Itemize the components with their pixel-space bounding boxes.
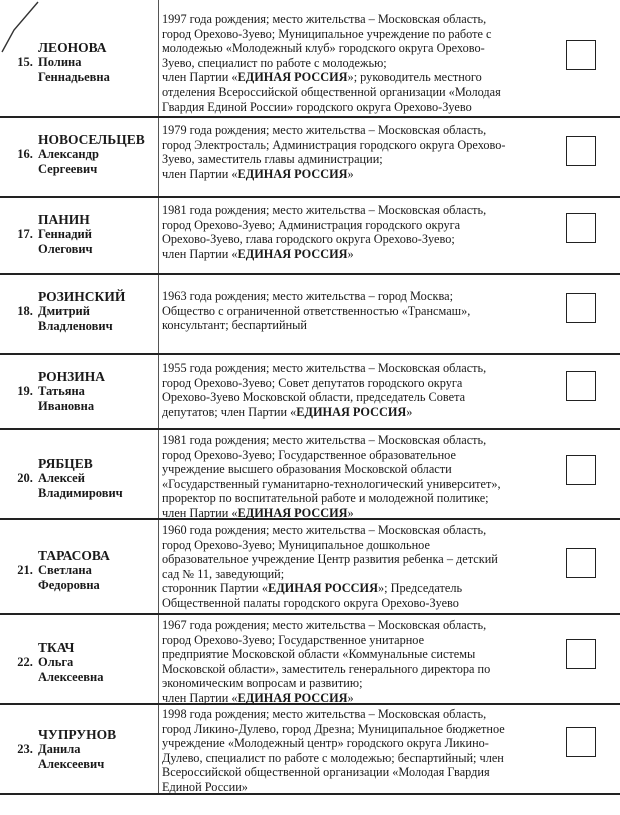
- candidate-first-name: Александр: [38, 147, 99, 161]
- candidate-patronymic: Алексеевна: [38, 670, 104, 684]
- candidate-name: [38, 289, 156, 334]
- column-divider: [158, 0, 159, 116]
- description-line: 1981 года рождения; место жительства – Московская область,: [162, 203, 487, 217]
- vote-checkbox[interactable]: [566, 293, 596, 323]
- candidate-number: 20.: [17, 471, 33, 485]
- candidate-patronymic: Олегович: [38, 242, 93, 256]
- description-line: город Орехово-Зуево; Совет депутатов городского округа: [162, 375, 463, 390]
- candidate-row: [0, 615, 620, 705]
- candidate-patronymic: Владленович: [38, 319, 113, 333]
- description-line: член Партии «ЕДИНАЯ РОССИЯ»: [162, 690, 354, 705]
- column-divider: [158, 275, 159, 353]
- candidate-patronymic: Ивановна: [38, 399, 95, 413]
- candidate-description: [162, 618, 540, 706]
- description-line: город Электросталь; Администрация городского округа Орехово-: [162, 137, 506, 152]
- candidate-row: [0, 118, 620, 198]
- candidate-patronymic: Федоровна: [38, 578, 100, 592]
- column-divider: [158, 705, 159, 793]
- candidate-description: [162, 707, 540, 795]
- description-line: Дулево, специалист по работе с молодежью; беспартийный; член: [162, 750, 504, 765]
- candidate-surname: ПАНИН: [38, 212, 90, 227]
- candidate-description: [162, 361, 540, 419]
- column-divider: [158, 355, 159, 428]
- candidate-first-name: Данила: [38, 742, 81, 756]
- candidate-description: [162, 289, 540, 333]
- description-line: сад № 11, заведующий;: [162, 566, 285, 581]
- candidate-row: [0, 430, 620, 520]
- candidate-row: [0, 198, 620, 275]
- candidate-first-name: Алексей: [38, 471, 85, 485]
- candidate-name: [38, 727, 156, 772]
- description-line: член Партии «ЕДИНАЯ РОССИЯ»: [162, 505, 354, 520]
- description-line: предприятие Московской области «Коммунальные системы: [162, 647, 476, 662]
- candidate-row: [0, 275, 620, 355]
- description-line: 1979 года рождения; место жительства – Московская область,: [162, 123, 487, 137]
- description-line: город Орехово-Зуево; Муниципальное дошкольное: [162, 537, 430, 552]
- candidate-description: [162, 203, 540, 261]
- candidate-surname: ТАРАСОВА: [38, 548, 110, 563]
- candidate-description: [162, 523, 540, 611]
- description-line: Московской области», заместитель генерального директора по: [162, 661, 491, 676]
- candidate-surname: РОНЗИНА: [38, 369, 106, 384]
- candidate-number: 18.: [17, 304, 33, 318]
- description-line: 1960 года рождения; место жительства – Московская область,: [162, 523, 487, 537]
- candidate-name: [38, 212, 156, 257]
- description-line: Гвардия Единой России» городского округа Орехово-Зуево: [162, 99, 472, 114]
- description-line: город Ликино-Дулево, город Дрезна; Муниципальное бюджетное: [162, 721, 505, 736]
- candidate-description: [162, 123, 540, 181]
- column-divider: [158, 118, 159, 196]
- description-line: город Орехово-Зуево; Муниципальное учреждение по работе с: [162, 26, 492, 41]
- candidate-name: [38, 456, 156, 501]
- description-line: учреждение высшего образования Московской области: [162, 462, 452, 477]
- description-line: «Государственный гуманитарно-технологический университет»,: [162, 476, 501, 491]
- description-line: 1967 года рождения; место жительства – Московская область,: [162, 618, 487, 632]
- description-line: депутатов; член Партии «ЕДИНАЯ РОССИЯ»: [162, 404, 413, 419]
- description-line: 1981 года рождения; место жительства – Московская область,: [162, 433, 487, 447]
- column-divider: [158, 198, 159, 273]
- description-line: 1955 года рождения; место жительства – Московская область,: [162, 361, 487, 375]
- candidate-number: 17.: [17, 227, 33, 241]
- candidate-first-name: Светлана: [38, 563, 92, 577]
- candidate-name: [38, 640, 156, 685]
- description-line: город Орехово-Зуево; Государственное образовательное: [162, 447, 456, 462]
- candidate-number: 23.: [17, 742, 33, 756]
- candidate-patronymic: Геннадьевна: [38, 70, 110, 84]
- candidate-row: [0, 355, 620, 430]
- description-line: Общество с ограниченной ответственностью «Трансмаш»,: [162, 303, 471, 318]
- column-divider: [158, 430, 159, 518]
- candidate-first-name: Геннадий: [38, 227, 92, 241]
- candidate-name: [38, 40, 156, 85]
- vote-checkbox[interactable]: [566, 136, 596, 166]
- description-line: Орехово-Зуево Московской области, председатель Совета: [162, 390, 466, 405]
- vote-checkbox[interactable]: [566, 727, 596, 757]
- candidate-name: [38, 132, 156, 177]
- column-divider: [158, 615, 159, 703]
- description-line: 1997 года рождения; место жительства – Московская область,: [162, 12, 487, 26]
- description-line: Орехово-Зуево, глава городского округа Орехово-Зуево;: [162, 232, 455, 247]
- description-line: отделения Всероссийской общественной организации «Молодая: [162, 84, 501, 99]
- candidate-patronymic: Сергеевич: [38, 162, 98, 176]
- candidate-name: [38, 369, 156, 414]
- description-line: сторонник Партии «ЕДИНАЯ РОССИЯ»; Председатель: [162, 581, 463, 596]
- candidate-row: [0, 520, 620, 615]
- candidate-description: [162, 433, 540, 521]
- description-line: город Орехово-Зуево; Государственное унитарное: [162, 632, 425, 647]
- candidate-number: 16.: [17, 147, 33, 161]
- description-line: Общественной палаты городского округа Орехово-Зуево: [162, 595, 459, 610]
- description-line: 1963 года рождения; место жительства – город Москва;: [162, 289, 454, 303]
- candidate-surname: ТКАЧ: [38, 640, 75, 655]
- description-line: консультант; беспартийный: [162, 318, 307, 333]
- description-line: учреждение «Молодежный центр» городского округа Ликино-: [162, 736, 489, 751]
- candidate-first-name: Полина: [38, 55, 82, 69]
- candidate-number: 15.: [17, 55, 33, 69]
- description-line: член Партии «ЕДИНАЯ РОССИЯ»: [162, 166, 354, 181]
- vote-checkbox[interactable]: [566, 371, 596, 401]
- candidate-first-name: Татьяна: [38, 384, 85, 398]
- description-line: Зуево, специалист по работе с молодежью;: [162, 55, 387, 70]
- description-line: член Партии «ЕДИНАЯ РОССИЯ»; руководитель местного: [162, 70, 482, 85]
- candidate-surname: ЧУПРУНОВ: [38, 727, 117, 742]
- description-line: экономическим вопросам и развитию;: [162, 676, 363, 691]
- vote-checkbox[interactable]: [566, 40, 596, 70]
- description-line: Единой России»: [162, 779, 248, 794]
- candidate-row: [0, 0, 620, 118]
- candidate-name: [38, 548, 156, 593]
- description-line: член Партии «ЕДИНАЯ РОССИЯ»: [162, 246, 354, 261]
- candidate-first-name: Дмитрий: [38, 304, 90, 318]
- candidate-patronymic: Владимирович: [38, 486, 123, 500]
- description-line: город Орехово-Зуево; Администрация городского округа: [162, 217, 461, 232]
- description-line: молодежью «Молодежный клуб» городского округа Орехово-: [162, 41, 485, 56]
- description-line: 1998 года рождения; место жительства – Московская область,: [162, 707, 487, 721]
- candidate-number: 21.: [17, 563, 33, 577]
- candidate-row: [0, 705, 620, 795]
- column-divider: [158, 520, 159, 613]
- vote-checkbox[interactable]: [566, 548, 596, 578]
- description-line: Зуево, заместитель главы администрации;: [162, 152, 383, 167]
- candidate-description: [162, 12, 540, 114]
- description-line: образовательное учреждение Центр развития ребенка – детский: [162, 552, 498, 567]
- candidate-patronymic: Алексеевич: [38, 757, 105, 771]
- candidate-surname: ЛЕОНОВА: [38, 40, 107, 55]
- candidate-first-name: Ольга: [38, 655, 74, 669]
- candidate-surname: РЯБЦЕВ: [38, 456, 93, 471]
- description-line: Всероссийской общественной организации «Молодая Гвардия: [162, 765, 490, 780]
- vote-checkbox[interactable]: [566, 455, 596, 485]
- vote-checkbox[interactable]: [566, 639, 596, 669]
- candidate-surname: НОВОСЕЛЬЦЕВ: [38, 132, 145, 147]
- description-line: проректор по воспитательной работе и молодежной политике;: [162, 491, 489, 506]
- vote-checkbox[interactable]: [566, 213, 596, 243]
- candidate-number: 22.: [17, 655, 33, 669]
- candidate-number: 19.: [17, 384, 33, 398]
- candidate-surname: РОЗИНСКИЙ: [38, 289, 126, 304]
